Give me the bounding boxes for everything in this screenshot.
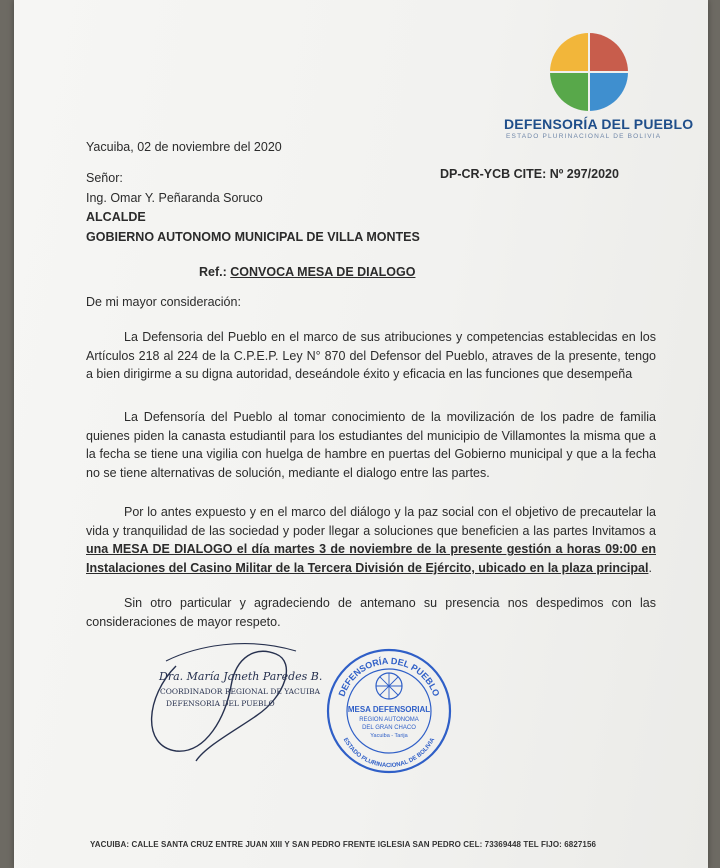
signature-name: Dra. María Janeth Paredes B. xyxy=(159,670,323,683)
stamp-line-1: MESA DEFENSORIAL xyxy=(347,705,431,714)
reference-line xyxy=(199,266,415,279)
logo-quadrant-blue xyxy=(590,73,628,111)
reference-label: Ref.: xyxy=(199,265,227,279)
stamp-ring-bottom: ESTADO PLURINACIONAL DE BOLIVIA xyxy=(341,737,437,770)
recipient-name: Ing. Omar Y. Peñaranda Soruco xyxy=(86,191,263,205)
paragraph-3-meeting-details: una MESA DE DIALOGO el día martes 3 de noviembre de la presente gestión a horas 09:00 en Instalaciones del Casino Militar de la Tercera División de Ejército, ubicado en la plaza principal xyxy=(86,542,656,575)
paragraph-1-text: La Defensoria del Pueblo en el marco de sus atribuciones y competencias establecidas en los Artículos 218 al 224 de la C.P.E.P. Ley N° 870 del Defensor del Pueblo, atraves de la presente, tengo a bien dirigirme a su digna autoridad, deseándole éxito y eficacia en las funciones que desempeña xyxy=(86,330,656,382)
cite-number: DP-CR-YCB CITE: Nº 297/2020 xyxy=(440,167,619,181)
defensoria-logo-icon xyxy=(550,33,628,111)
logo-quadrant-green xyxy=(550,73,588,111)
greeting: De mi mayor consideración: xyxy=(86,295,241,309)
paragraph-2-text: La Defensoría del Pueblo al tomar conocimiento de la movilización de los padre de familia quienes piden la canasta estudiantil para los estudiantes del municipio de Villamontes la misma que a la fecha se tiene una vigilia con huelga de hambre en puertas del Gobierno municipal y que a la fecha no se tiene alternativas de solución, mediante el dialogo entre las partes. xyxy=(86,410,656,480)
paragraph-1 xyxy=(86,328,656,384)
stamp-line-2: REGION AUTONOMA xyxy=(359,717,419,723)
stamp-line-4: Yacuiba - Tarija xyxy=(370,733,408,739)
logo-quadrant-red xyxy=(590,33,628,71)
stamp-line-3: DEL GRAN CHACO xyxy=(362,725,416,731)
signature-org: DEFENSORIA DEL PUEBLO xyxy=(166,699,275,708)
paragraph-4-text: Sin otro particular y agradeciendo de antemano su presencia nos despedimos con las consideraciones de mayor respeto. xyxy=(86,596,656,629)
paragraph-3-intro: Por lo antes expuesto y en el marco del diálogo y la paz social con el objetivo de precautelar la vida y tranquilidad de las sociedad y poder llegar a soluciones que beneficien a las partes Invitamos a xyxy=(86,505,656,538)
org-subtitle: ESTADO PLURINACIONAL DE BOLIVIA xyxy=(506,133,662,140)
footer-address: YACUIBA: CALLE SANTA CRUZ ENTRE JUAN XIII Y SAN PEDRO FRENTE IGLESIA SAN PEDRO CEL: 73369448 TEL FIJO: 6827156 xyxy=(90,840,597,849)
place-date: Yacuiba, 02 de noviembre del 2020 xyxy=(86,140,282,154)
stamp-ring-top: DEFENSORÍA DEL PUEBLO xyxy=(336,655,442,698)
paragraph-3 xyxy=(86,503,656,577)
official-stamp xyxy=(324,646,454,776)
letter-page xyxy=(14,0,708,868)
recipient-salutation: Señor: xyxy=(86,171,123,185)
logo-quadrant-yellow xyxy=(550,33,588,71)
org-name: DEFENSORÍA DEL PUEBLO xyxy=(504,116,694,132)
signature-scribble xyxy=(136,626,311,766)
signature-role: COORDINADOR REGIONAL DE YACUIBA xyxy=(160,687,321,696)
recipient-title: ALCALDE xyxy=(86,210,146,224)
recipient-institution: GOBIERNO AUTONOMO MUNICIPAL DE VILLA MONTES xyxy=(86,230,420,244)
reference-subject: CONVOCA MESA DE DIALOGO xyxy=(230,265,416,279)
paragraph-3-end: . xyxy=(648,560,652,575)
paragraph-2 xyxy=(86,408,656,482)
